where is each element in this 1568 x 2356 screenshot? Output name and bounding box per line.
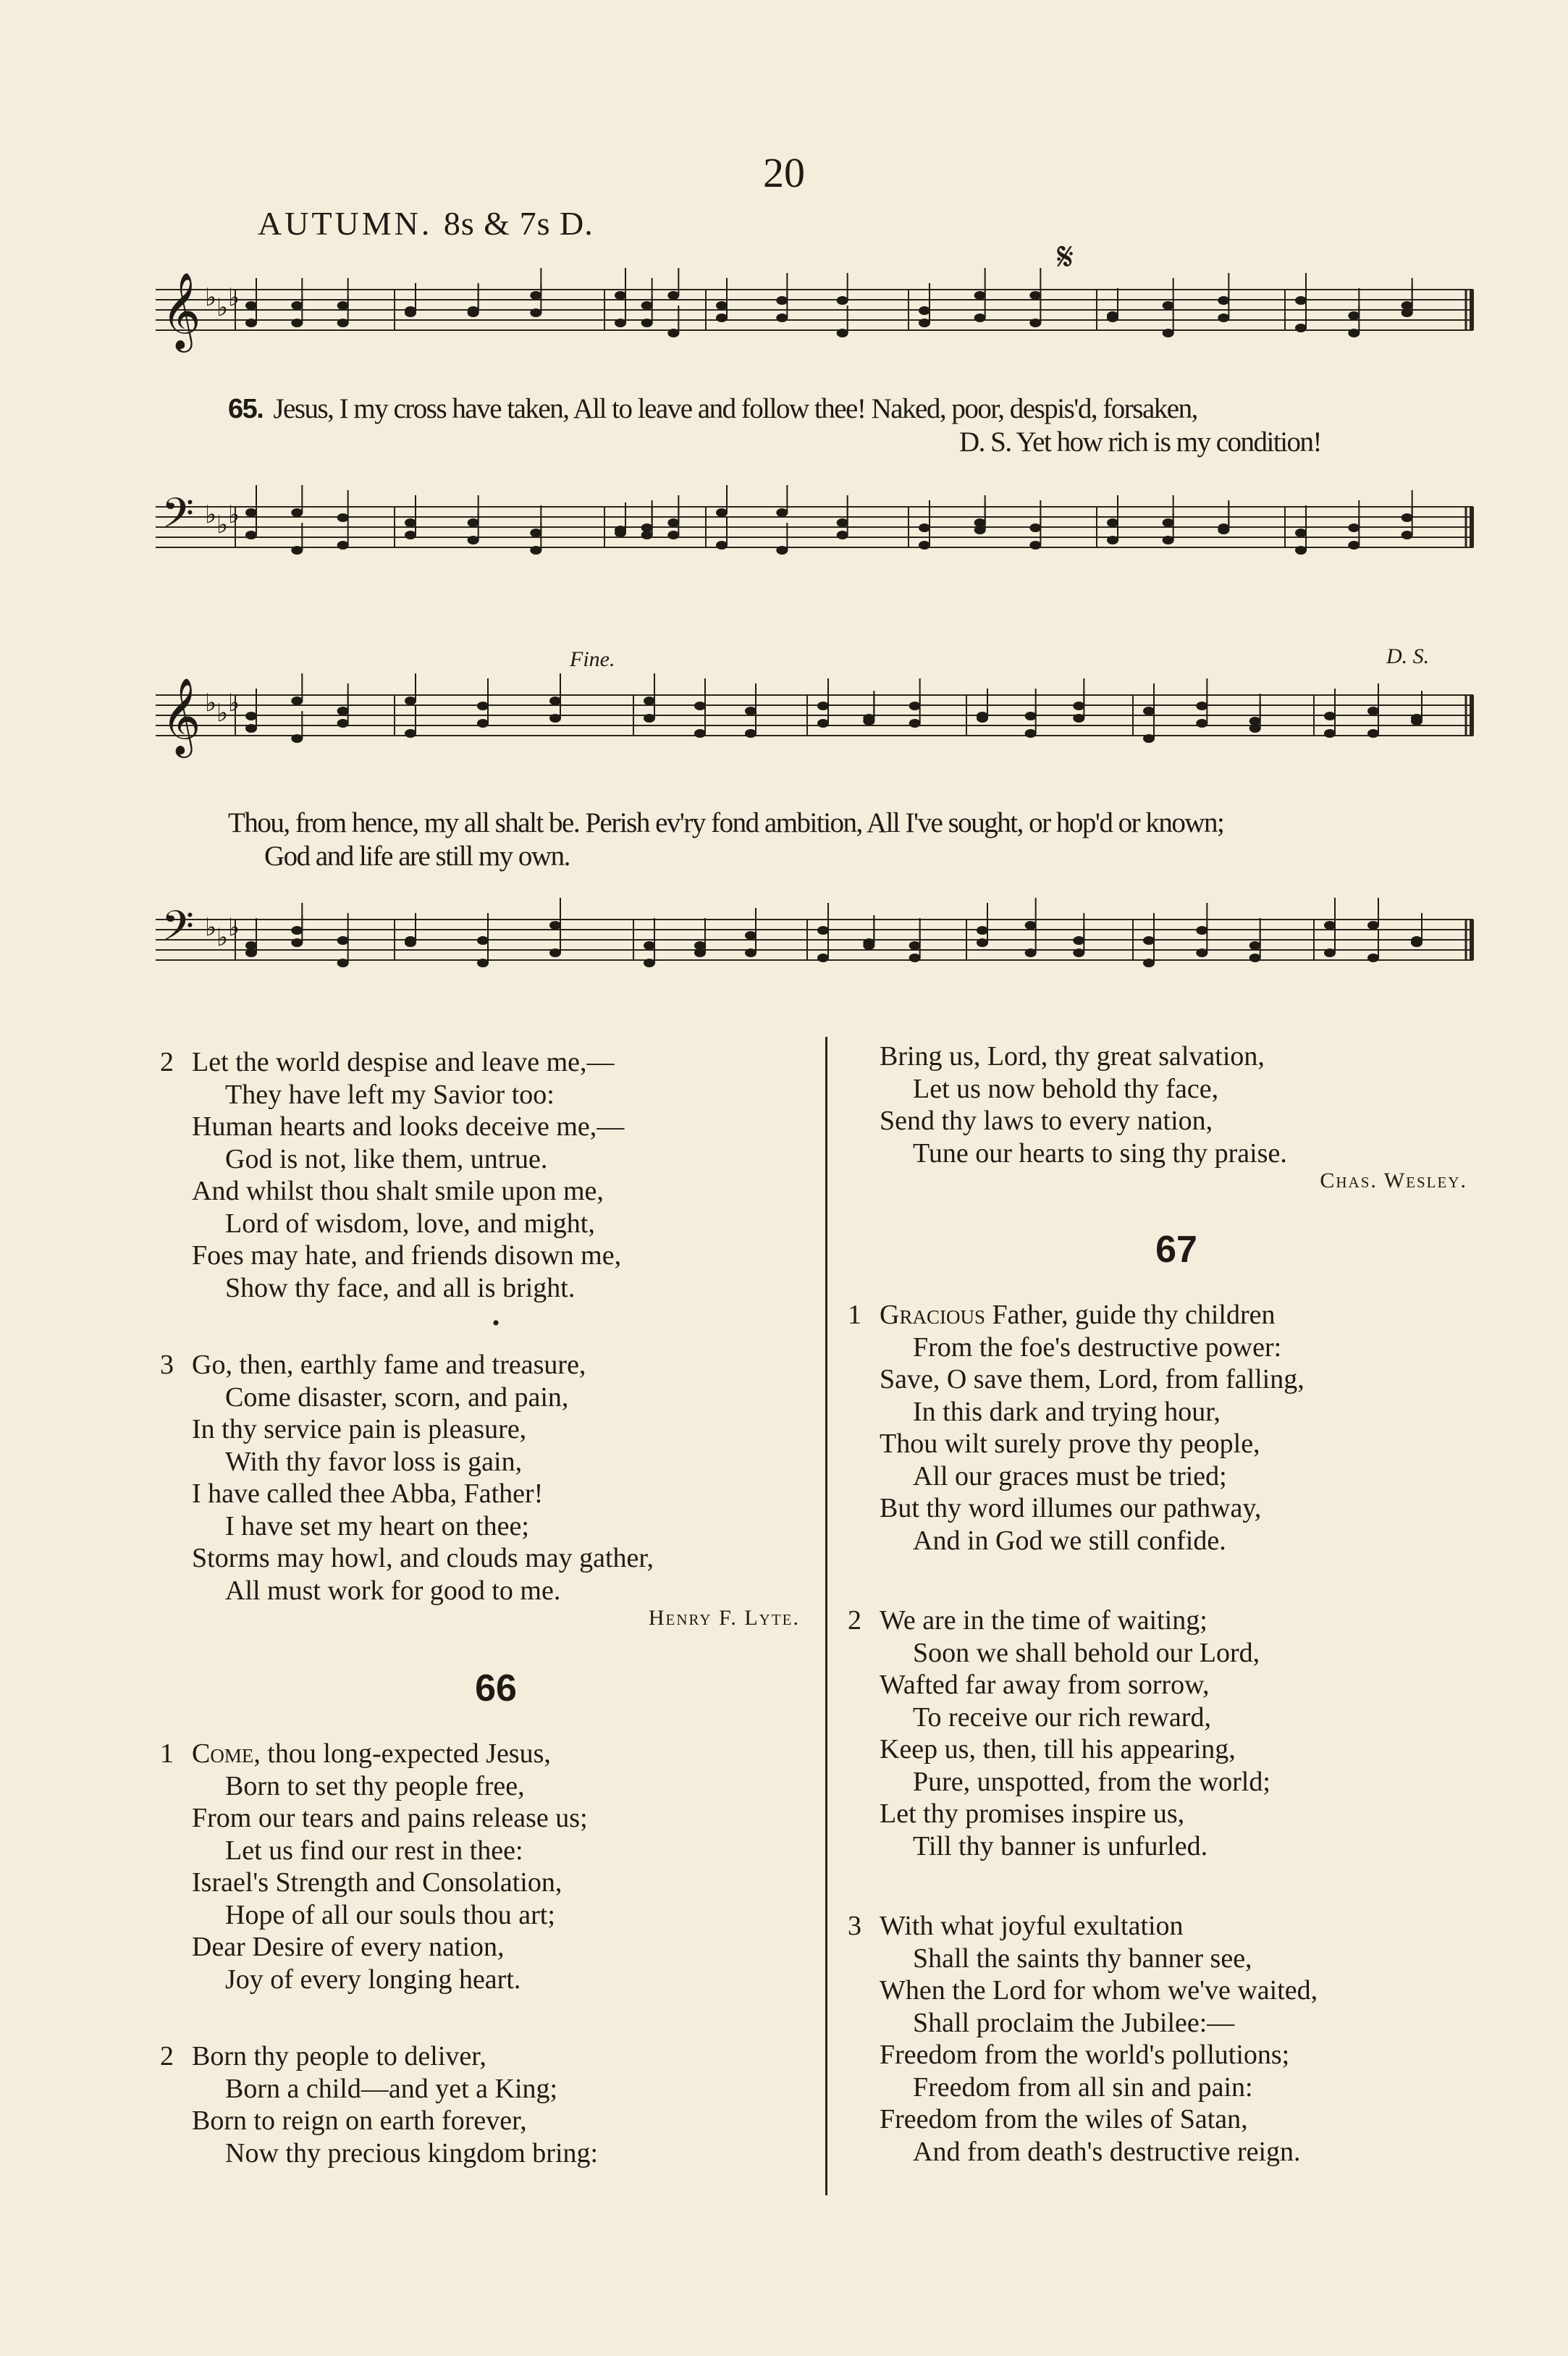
note-head bbox=[837, 296, 848, 305]
tune-meter: 8s & 7s D. bbox=[443, 205, 594, 242]
note-head bbox=[468, 536, 479, 544]
note-head bbox=[477, 959, 489, 967]
hymn66-continuation bbox=[880, 1040, 1473, 1169]
note-head bbox=[716, 508, 728, 517]
note-head bbox=[477, 936, 489, 945]
note-head bbox=[549, 714, 561, 723]
fine-mark: Fine. bbox=[570, 647, 615, 671]
note-head bbox=[291, 319, 303, 327]
hymn-66-heading: 66 bbox=[475, 1667, 517, 1709]
author-hymn66: Chas. Wesley. bbox=[1320, 1169, 1467, 1192]
note-head bbox=[863, 938, 874, 947]
note-head bbox=[977, 926, 988, 935]
flat-icon: ♭ bbox=[228, 689, 240, 718]
verse-first-word: Come, bbox=[192, 1738, 261, 1769]
verse-line: I have called thee Abba, Father! bbox=[192, 1478, 544, 1509]
note-head bbox=[817, 719, 829, 728]
flat-icon: ♭ bbox=[228, 913, 240, 942]
note-head bbox=[667, 531, 679, 539]
note-head bbox=[337, 959, 349, 967]
separator-dot: • bbox=[492, 1311, 500, 1335]
note-head bbox=[405, 308, 416, 317]
verse-line bbox=[880, 1299, 1473, 1331]
verse-line: In thy service pain is pleasure, bbox=[192, 1414, 527, 1444]
flat-icon: ♭ bbox=[216, 293, 229, 322]
note-head bbox=[1367, 707, 1379, 715]
note-head bbox=[337, 319, 349, 327]
verse-first-word: Gracious bbox=[880, 1300, 985, 1330]
note-head bbox=[1348, 311, 1360, 320]
note-head bbox=[1411, 714, 1422, 723]
note-head bbox=[977, 714, 988, 723]
note-head bbox=[974, 314, 986, 322]
left-column bbox=[160, 1046, 800, 2169]
verse-line: Freedom from the wiles of Satan, bbox=[880, 2104, 1248, 2134]
note-head bbox=[641, 319, 653, 327]
note-head bbox=[837, 329, 848, 337]
verse-line: Joy of every longing heart. bbox=[225, 1964, 521, 1995]
note-head bbox=[1107, 518, 1118, 527]
music-system-2 bbox=[156, 644, 1488, 1006]
note-head bbox=[245, 508, 257, 517]
flat-icon: ♭ bbox=[216, 510, 229, 539]
note-head bbox=[245, 319, 257, 327]
note-head bbox=[1401, 308, 1413, 317]
verse-line: And from death's destructive reign. bbox=[913, 2136, 1301, 2167]
hymn66-stanza-1 bbox=[160, 1738, 800, 1995]
stanza-number: 2 bbox=[160, 2041, 174, 2071]
note-head bbox=[615, 291, 626, 300]
note-head bbox=[405, 697, 416, 705]
hymn66-stanza-2 bbox=[160, 2040, 800, 2169]
note-head bbox=[291, 301, 303, 310]
note-head bbox=[745, 948, 756, 957]
note-head bbox=[1029, 523, 1041, 532]
note-head bbox=[1367, 954, 1379, 962]
note-head bbox=[1218, 314, 1229, 322]
note-head bbox=[817, 926, 829, 935]
note-head bbox=[1029, 319, 1041, 327]
verse-line: All our graces must be tried; bbox=[913, 1460, 1227, 1492]
note-head bbox=[1029, 291, 1041, 300]
flat-icon: ♭ bbox=[216, 923, 229, 952]
verse-line: Foes may hate, and friends disown me, bbox=[192, 1240, 622, 1271]
note-head bbox=[1295, 296, 1307, 305]
note-head bbox=[468, 308, 479, 317]
flat-icon: ♭ bbox=[205, 500, 217, 529]
note-head bbox=[644, 714, 655, 723]
stanza-number: 1 bbox=[848, 1300, 861, 1330]
note-head bbox=[817, 702, 829, 710]
note-head bbox=[615, 319, 626, 327]
note-head bbox=[615, 526, 626, 534]
note-head bbox=[1401, 531, 1413, 539]
verse-line: Save, O save them, Lord, from falling, bbox=[880, 1364, 1304, 1394]
verse-line: With what joyful exultation bbox=[880, 1911, 1184, 1941]
note-head bbox=[1324, 921, 1336, 930]
note-head bbox=[776, 314, 788, 322]
note-head bbox=[1367, 921, 1379, 930]
verse-line: When the Lord for whom we've waited, bbox=[880, 1975, 1318, 2006]
note-head bbox=[919, 319, 930, 327]
lyric-ds-1: D. S. Yet how rich is my condition! bbox=[959, 426, 1322, 458]
note-head bbox=[1218, 296, 1229, 305]
verse-line-text: Father, guide thy children bbox=[985, 1300, 1276, 1330]
note-head bbox=[641, 301, 653, 310]
ds-mark: D. S. bbox=[1386, 644, 1430, 668]
note-head bbox=[291, 546, 303, 555]
note-head bbox=[1348, 329, 1360, 337]
verse-line-text: thou long-expected Jesus, bbox=[260, 1738, 551, 1769]
note-head bbox=[641, 531, 653, 539]
note-head bbox=[245, 301, 257, 310]
note-head bbox=[1073, 714, 1084, 723]
verse-line: Born to reign on earth forever, bbox=[192, 2105, 527, 2136]
note-head bbox=[1348, 523, 1360, 532]
verse-line: Let us find our rest in thee: bbox=[225, 1835, 523, 1866]
page-number: 20 bbox=[763, 149, 805, 196]
note-head bbox=[291, 926, 303, 935]
flat-icon: ♭ bbox=[205, 913, 217, 942]
verse-line: In this dark and trying hour, bbox=[913, 1396, 1221, 1427]
verse-line: God is not, like them, untrue. bbox=[225, 1143, 548, 1174]
note-head bbox=[745, 931, 756, 940]
note-head bbox=[694, 948, 706, 957]
note-head bbox=[1196, 926, 1207, 935]
verse-line: Come disaster, scorn, and pain, bbox=[225, 1381, 569, 1413]
note-head bbox=[337, 513, 349, 522]
note-head bbox=[530, 529, 541, 537]
note-head bbox=[1196, 719, 1207, 728]
note-head bbox=[291, 734, 303, 743]
note-head bbox=[337, 719, 349, 728]
verse-line: They have left my Savior too: bbox=[225, 1079, 555, 1110]
verse-line: Shall the saints thy banner see, bbox=[913, 1943, 1252, 1974]
note-head bbox=[1295, 324, 1307, 332]
note-head bbox=[530, 291, 541, 300]
note-head bbox=[863, 714, 874, 723]
note-head bbox=[1163, 301, 1174, 310]
note-head bbox=[694, 729, 706, 738]
verse-line: Let us now behold thy face, bbox=[913, 1073, 1219, 1104]
verse-line: Keep us, then, till his appearing, bbox=[880, 1734, 1236, 1764]
hymn65-stanza-2 bbox=[160, 1046, 800, 1304]
author-hymn65: Henry F. Lyte. bbox=[648, 1606, 800, 1630]
stanza-number: 3 bbox=[160, 1350, 174, 1380]
note-head bbox=[549, 948, 561, 957]
note-head bbox=[776, 296, 788, 305]
note-head bbox=[909, 954, 921, 962]
stanza-number: 2 bbox=[848, 1605, 861, 1636]
note-head bbox=[291, 508, 303, 517]
note-head bbox=[1196, 948, 1207, 957]
hymn67-stanza-1 bbox=[848, 1299, 1473, 1557]
verse-line: Shall proclaim the Jubilee:— bbox=[913, 2007, 1235, 2038]
flat-icon: ♭ bbox=[228, 283, 240, 312]
verse-line: And in God we still confide. bbox=[913, 1525, 1226, 1556]
hymn67-stanza-2 bbox=[848, 1604, 1473, 1862]
note-head bbox=[919, 523, 930, 532]
verse-line: We are in the time of waiting; bbox=[880, 1605, 1207, 1636]
note-head bbox=[817, 954, 829, 962]
note-head bbox=[1163, 518, 1174, 527]
verse-line: Freedom from the world's pollutions; bbox=[880, 2040, 1290, 2070]
verse-line: Soon we shall behold our Lord, bbox=[913, 1637, 1260, 1668]
hymn-number-65: 65. bbox=[228, 394, 264, 424]
note-head bbox=[1107, 314, 1118, 322]
note-head bbox=[405, 938, 416, 947]
note-head bbox=[1348, 541, 1360, 550]
verse-line: Show thy face, and all is bright. bbox=[225, 1272, 576, 1303]
note-head bbox=[405, 518, 416, 527]
verse-line: I have set my heart on thee; bbox=[225, 1510, 529, 1541]
column-divider bbox=[825, 1037, 827, 2195]
note-head bbox=[716, 541, 728, 550]
treble-clef-icon: 𝄞 bbox=[161, 677, 201, 754]
note-head bbox=[245, 948, 257, 957]
note-head bbox=[1411, 938, 1422, 947]
verse-line: Pure, unspotted, from the world; bbox=[913, 1766, 1270, 1797]
flat-icon: ♭ bbox=[228, 500, 240, 529]
note-head bbox=[644, 941, 655, 950]
note-head bbox=[1073, 936, 1084, 945]
note-head bbox=[1025, 712, 1037, 720]
note-head bbox=[468, 518, 479, 527]
note-head bbox=[1073, 702, 1084, 710]
note-head bbox=[716, 314, 728, 322]
verse-line: Israel's Strength and Consolation, bbox=[192, 1867, 562, 1898]
flat-icon: ♭ bbox=[205, 689, 217, 718]
note-head bbox=[977, 938, 988, 947]
verse-line: Thou wilt surely prove thy people, bbox=[880, 1429, 1260, 1459]
note-head bbox=[1143, 707, 1155, 715]
note-head bbox=[245, 712, 257, 720]
tune-name: AUTUMN. bbox=[258, 205, 433, 242]
flat-icon: ♭ bbox=[216, 699, 229, 728]
note-head bbox=[549, 697, 561, 705]
note-head bbox=[1324, 948, 1336, 957]
verse-line: Bring us, Lord, thy great salvation, bbox=[880, 1041, 1265, 1072]
lyric-text-1: Jesus, I my cross have taken, All to leave and follow thee! Naked, poor, despis'd, forsaken, bbox=[273, 393, 1197, 424]
note-head bbox=[1324, 712, 1336, 720]
note-head bbox=[1295, 529, 1307, 537]
note-head bbox=[694, 702, 706, 710]
verse-line: Let thy promises inspire us, bbox=[880, 1798, 1185, 1829]
note-head bbox=[1073, 948, 1084, 957]
verse-line: From our tears and pains release us; bbox=[192, 1803, 588, 1833]
verse-line: Storms may howl, and clouds may gather, bbox=[192, 1543, 654, 1573]
hymn65-stanza-3 bbox=[160, 1349, 800, 1607]
note-head bbox=[745, 707, 756, 715]
note-head bbox=[477, 719, 489, 728]
stanza-number: 3 bbox=[848, 1911, 861, 1941]
verse-line: Send thy laws to every nation, bbox=[880, 1106, 1213, 1136]
note-head bbox=[245, 531, 257, 539]
verse-line: But thy word illumes our pathway, bbox=[880, 1493, 1262, 1523]
note-head bbox=[667, 291, 679, 300]
verse-line: To receive our rich reward, bbox=[913, 1701, 1211, 1733]
hymn-67-heading: 67 bbox=[1155, 1228, 1197, 1271]
note-head bbox=[1029, 541, 1041, 550]
music-system-1 bbox=[156, 235, 1488, 608]
note-head bbox=[1401, 513, 1413, 522]
note-head bbox=[974, 526, 986, 534]
verse-line: Go, then, earthly fame and treasure, bbox=[192, 1350, 586, 1380]
note-head bbox=[291, 697, 303, 705]
verse-line: Now thy precious kingdom bring: bbox=[225, 2137, 599, 2168]
verse-line: Hope of all our souls thou art; bbox=[225, 1899, 555, 1930]
note-head bbox=[1025, 948, 1037, 957]
note-head bbox=[909, 702, 921, 710]
lyric-line-2: Thou, from hence, my all shalt be. Perish ev'ry fond ambition, All I've sought, or hop'd or known; bbox=[228, 807, 1224, 838]
note-head bbox=[337, 541, 349, 550]
verse-line: Born a child—and yet a King; bbox=[225, 2073, 558, 2104]
tune-title bbox=[258, 204, 594, 243]
bass-clef-icon: 𝄢 bbox=[161, 489, 195, 548]
note-head bbox=[919, 541, 930, 550]
note-head bbox=[644, 697, 655, 705]
note-head bbox=[405, 729, 416, 738]
segno-mark: 𝄋 bbox=[1057, 235, 1074, 279]
treble-clef-icon: 𝄞 bbox=[161, 272, 201, 349]
note-head bbox=[667, 518, 679, 527]
note-head bbox=[1249, 941, 1261, 950]
note-head bbox=[245, 724, 257, 733]
verse-line: Tune our hearts to sing thy praise. bbox=[913, 1137, 1287, 1169]
verse-line: Born thy people to deliver, bbox=[192, 2041, 486, 2071]
flat-icon: ♭ bbox=[205, 283, 217, 312]
verse-line: Born to set thy people free, bbox=[225, 1770, 525, 1801]
note-head bbox=[337, 301, 349, 310]
note-head bbox=[1163, 536, 1174, 544]
note-head bbox=[1143, 734, 1155, 743]
hymn67-stanza-3 bbox=[848, 1910, 1473, 2168]
verse-line: All must work for good to me. bbox=[225, 1575, 561, 1606]
note-head bbox=[1196, 702, 1207, 710]
note-head bbox=[405, 531, 416, 539]
verse-line: Freedom from all sin and pain: bbox=[913, 2071, 1253, 2103]
note-head bbox=[549, 921, 561, 930]
note-head bbox=[530, 546, 541, 555]
note-head bbox=[1025, 921, 1037, 930]
note-head bbox=[909, 941, 921, 950]
note-head bbox=[1295, 546, 1307, 555]
note-head bbox=[1367, 729, 1379, 738]
verse-line: Lord of wisdom, love, and might, bbox=[225, 1208, 595, 1239]
right-column bbox=[848, 1040, 1473, 2213]
verse-line: Dear Desire of every nation, bbox=[192, 1932, 505, 1962]
note-head bbox=[337, 707, 349, 715]
note-head bbox=[716, 301, 728, 310]
note-head bbox=[776, 546, 788, 555]
verse-line: From the foe's destructive power: bbox=[913, 1331, 1282, 1363]
bass-clef-icon: 𝄢 bbox=[161, 901, 195, 961]
lyric-ds-2: God and life are still my own. bbox=[264, 841, 570, 872]
note-head bbox=[1163, 329, 1174, 337]
note-head bbox=[477, 702, 489, 710]
note-head bbox=[1249, 954, 1261, 962]
note-head bbox=[1218, 526, 1229, 534]
lyric-line-1 bbox=[228, 392, 1197, 425]
note-head bbox=[1025, 729, 1037, 738]
stanza-number: 2 bbox=[160, 1047, 174, 1077]
note-head bbox=[1324, 729, 1336, 738]
note-head bbox=[974, 291, 986, 300]
note-head bbox=[337, 936, 349, 945]
note-head bbox=[1143, 959, 1155, 967]
verse-line: Till thy banner is unfurled. bbox=[913, 1830, 1208, 1861]
note-head bbox=[530, 308, 541, 317]
stanza-number: 1 bbox=[160, 1738, 174, 1769]
note-head bbox=[837, 518, 848, 527]
note-head bbox=[644, 959, 655, 967]
note-head bbox=[837, 531, 848, 539]
note-head bbox=[909, 719, 921, 728]
note-head bbox=[1143, 936, 1155, 945]
verse-line: And whilst thou shalt smile upon me, bbox=[192, 1176, 604, 1206]
note-head bbox=[291, 938, 303, 947]
note-head bbox=[745, 729, 756, 738]
note-head bbox=[1107, 536, 1118, 544]
note-head bbox=[667, 329, 679, 337]
verse-line: With thy favor loss is gain, bbox=[225, 1446, 523, 1477]
note-head bbox=[1249, 724, 1261, 733]
note-head bbox=[776, 508, 788, 517]
verse-line: Let the world despise and leave me,— bbox=[192, 1047, 615, 1077]
verse-line: Wafted far away from sorrow, bbox=[880, 1670, 1210, 1700]
verse-line bbox=[192, 1738, 800, 1770]
verse-line: Human hearts and looks deceive me,— bbox=[192, 1111, 625, 1142]
note-head bbox=[919, 306, 930, 315]
